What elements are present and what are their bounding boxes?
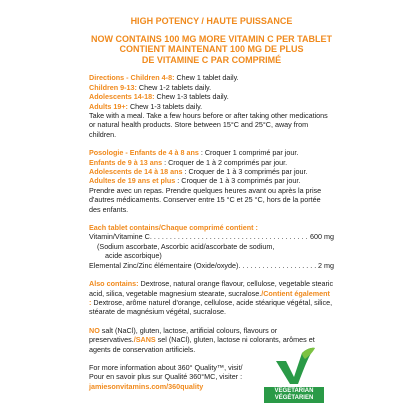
dot-leader bbox=[238, 261, 316, 270]
vitamin-c-notice bbox=[89, 34, 334, 66]
vegetarian-badge bbox=[264, 347, 324, 409]
notice-line-fr-2: DE VITAMINE C PAR COMPRIMÉ bbox=[141, 54, 282, 65]
posologie-enfants-4-8: Posologie - Enfants de 4 à 8 ans : Croquer 1 comprimé par jour. bbox=[89, 148, 299, 158]
footer-line-fr: Pour en savoir plus sur Qualité 360°MC, visiter : bbox=[89, 372, 243, 382]
vitamin-c-source-1: (Sodium ascorbate, Ascorbic acid/ascorbate de sodium, bbox=[97, 241, 275, 251]
leaf-check-icon bbox=[272, 347, 316, 385]
ingredients-section bbox=[89, 223, 334, 270]
quality-url: jamiesonvitamins.com/360quality bbox=[89, 381, 204, 391]
footer-line-en: For more information about 360° Quality™, visit/ bbox=[89, 362, 243, 372]
direction-adults: Adults 19+: Chew 1-3 tablets daily. bbox=[89, 101, 203, 111]
posologie-section bbox=[89, 148, 334, 214]
notice-line-en: NOW CONTAINS 100 MG MORE VITAMIN C PER TABLET bbox=[90, 33, 332, 44]
also-contains-section: Also contains: Dextrose, natural orange flavour, cellulose, vegetable stearic acid, silica, vegetable magnesium stearate, sucralose./Contient également : Dextrose, arôme naturel d'orange, cellulose, acide stéarique végétal, silice, stéarate de magnésium végétal, sucralose. bbox=[89, 279, 334, 317]
vitamin-c-source-2: acide ascorbique) bbox=[105, 251, 162, 261]
ingredients-heading: Each tablet contains/Chaque comprimé contient : bbox=[89, 223, 258, 233]
direction-children-9-13: Children 9-13: Chew 1-2 tablets daily. bbox=[89, 82, 212, 92]
direction-adolescents: Adolescents 14-18: Chew 1-3 tablets daily. bbox=[89, 92, 229, 102]
posologie-enfants-9-13: Enfants de 9 à 13 ans : Croquer de 1 à 2 comprimés par jour. bbox=[89, 157, 288, 167]
zinc-amount: 2 mg bbox=[318, 260, 334, 270]
posologie-adolescents: Adolescents de 14 à 18 ans : Croquer de 1 à 3 comprimés par jour. bbox=[89, 167, 308, 177]
free-from-section: NO salt (NaCl), gluten, lactose, artificial colours, flavours or preservatives./SANS sel (NaCl), gluten, lactose ni colorants, arômes et agents de conservation artificiels. bbox=[89, 325, 315, 354]
potency-heading: HIGH POTENCY / HAUTE PUISSANCE bbox=[130, 16, 293, 26]
vitamin-c-label: Vitamin/Vitamine C bbox=[89, 232, 150, 242]
vitamin-c-amount: 600 mg bbox=[310, 232, 334, 242]
posologie-note: Prendre avec un repas. Prendre quelques heures avant ou après la prise d'autres médicaments. Conserver entre 15 °C et 25 °C, hors de la portée des enfants. bbox=[89, 185, 322, 214]
vegetarian-fr: VÉGÉTARIEN bbox=[274, 395, 314, 401]
vegetarian-en: VEGETARIAN bbox=[274, 388, 314, 394]
zinc-row bbox=[89, 261, 334, 270]
posologie-adultes: Adultes de 19 ans et plus : Croquer de 1 à 3 comprimés par jour. bbox=[89, 176, 301, 186]
zinc-label: Elemental Zinc/Zinc élémentaire (Oxide/oxyde) bbox=[89, 260, 239, 270]
direction-children-4-8: Directions - Children 4-8: Chew 1 tablet daily. bbox=[89, 73, 239, 83]
vitamin-c-row bbox=[89, 232, 334, 241]
notice-line-fr-1: CONTIENT MAINTENANT 100 MG DE PLUS bbox=[119, 44, 304, 55]
label-text-column bbox=[89, 16, 334, 391]
vegetarian-label bbox=[264, 387, 324, 403]
directions-section bbox=[89, 73, 334, 139]
dot-leader bbox=[150, 232, 308, 241]
directions-note: Take with a meal. Take a few hours before or after taking other medications or natural health products. Store between 15°C and 25°C, away from children. bbox=[89, 111, 328, 139]
